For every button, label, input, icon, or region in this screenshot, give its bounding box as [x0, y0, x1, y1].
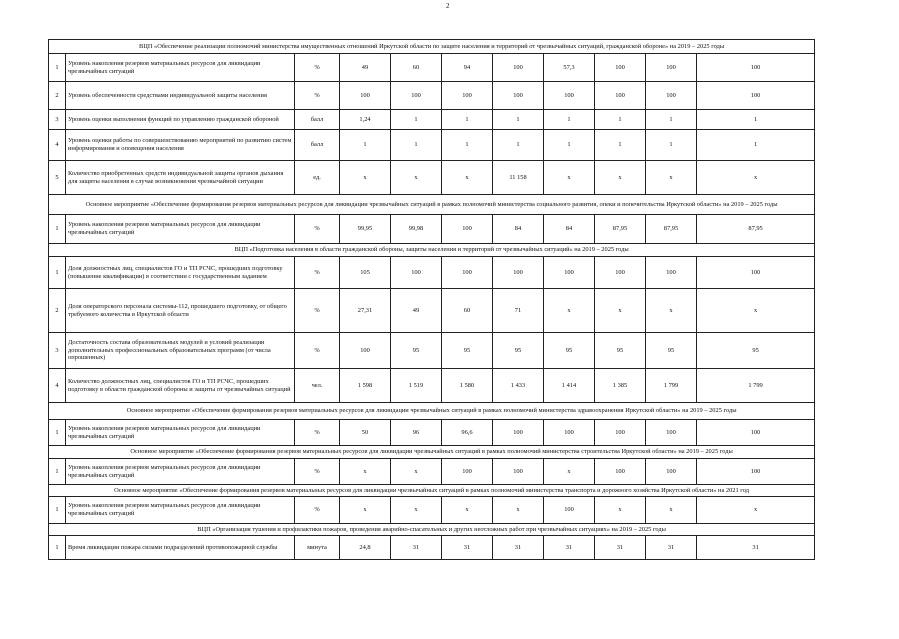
section-heading-row	[49, 195, 815, 215]
value-cell: 100	[646, 82, 697, 110]
value-cell: 1 799	[646, 369, 697, 403]
value-cell: х	[340, 497, 391, 524]
value-cell: 99,95	[340, 215, 391, 244]
row-number: 5	[49, 161, 66, 195]
value-cell: 1	[391, 130, 442, 161]
value-cell: 100	[493, 82, 544, 110]
unit-cell: %	[295, 82, 340, 110]
value-cell: 31	[595, 536, 646, 560]
row-number: 1	[49, 257, 66, 289]
value-cell: 96	[391, 420, 442, 446]
value-cell: 95	[544, 333, 595, 369]
indicator-name: Доля операторского персонала системы-112, прошедшего подготовку, от общего требуемого количества в Иркутской области	[66, 289, 295, 333]
table-row	[49, 130, 815, 161]
value-cell: 1 385	[595, 369, 646, 403]
value-cell: 31	[391, 536, 442, 560]
value-cell: 31	[646, 536, 697, 560]
indicator-name: Уровень накопления резервов материальных ресурсов для ликвидации чрезвычайных ситуаций	[66, 215, 295, 244]
value-cell: 100	[697, 54, 815, 82]
indicator-name: Количество приобретенных средств индивидуальной защиты органов дыхания для защиты населения в случае возникновения чрезвычайной ситуации	[66, 161, 295, 195]
section-heading: ВЦП «Обеспечение реализации полномочий министерства имущественных отношений Иркутской области по защите населения и территорий от чрезвычайных ситуаций, гражданской обороне» на 2019 – 2025 годы	[49, 40, 815, 54]
value-cell: х	[340, 161, 391, 195]
value-cell: 100	[595, 420, 646, 446]
unit-cell: чел.	[295, 369, 340, 403]
indicator-name: Уровень накопления резервов материальных ресурсов для ликвидации чрезвычайных ситуаций	[66, 497, 295, 524]
row-number: 1	[49, 215, 66, 244]
value-cell: 1 519	[391, 369, 442, 403]
value-cell: 95	[493, 333, 544, 369]
value-cell: 49	[340, 54, 391, 82]
value-cell: х	[646, 161, 697, 195]
value-cell: х	[544, 161, 595, 195]
value-cell: х	[697, 161, 815, 195]
value-cell: 100	[697, 257, 815, 289]
value-cell: 31	[493, 536, 544, 560]
unit-cell: %	[295, 420, 340, 446]
row-number: 1	[49, 54, 66, 82]
value-cell: 105	[340, 257, 391, 289]
value-cell: 57,3	[544, 54, 595, 82]
unit-cell: %	[295, 459, 340, 485]
value-cell: 31	[442, 536, 493, 560]
value-cell: 100	[595, 459, 646, 485]
value-cell: 100	[697, 459, 815, 485]
value-cell: 84	[544, 215, 595, 244]
value-cell: х	[697, 497, 815, 524]
value-cell: 100	[391, 82, 442, 110]
value-cell: 100	[646, 54, 697, 82]
table-row	[49, 420, 815, 446]
value-cell: 1,24	[340, 110, 391, 130]
value-cell: х	[595, 497, 646, 524]
row-number: 3	[49, 333, 66, 369]
value-cell: 100	[544, 82, 595, 110]
indicator-name: Доля должностных лиц, специалистов ГО и ТП РСЧС, прошедших подготовку (повышение квалификации) в соответствии с государственным заданием	[66, 257, 295, 289]
value-cell: 24,8	[340, 536, 391, 560]
value-cell: 31	[544, 536, 595, 560]
value-cell: 1 433	[493, 369, 544, 403]
value-cell: х	[442, 161, 493, 195]
value-cell: 100	[493, 257, 544, 289]
value-cell: 100	[646, 420, 697, 446]
section-heading: Основное мероприятие «Обеспечение формирования резервов материальных ресурсов для ликвидации чрезвычайных ситуаций в рамках полномочий министерства транспорта и дорожного хозяйства Иркутской области» на 2021 год	[49, 485, 815, 497]
section-heading: Основное мероприятие «Обеспечение формирования резервов материальных ресурсов для ликвидации чрезвычайных ситуаций в рамках полномочий министерства социального развития, опеки и попечительства Иркутской области» на 2019 – 2025 годы	[49, 195, 815, 215]
page-number: 2	[446, 2, 450, 10]
value-cell: 1	[544, 130, 595, 161]
value-cell: х	[595, 289, 646, 333]
value-cell: 1 799	[697, 369, 815, 403]
row-number: 1	[49, 497, 66, 524]
value-cell: 1 414	[544, 369, 595, 403]
value-cell: 94	[442, 54, 493, 82]
value-cell: 100	[493, 54, 544, 82]
value-cell: 60	[442, 289, 493, 333]
value-cell: 84	[493, 215, 544, 244]
section-heading: ВЦП «Организация тушения и профилактики пожаров, проведения аварийно-спасательных и других неотложных работ при чрезвычайных ситуациях» на 2019 – 2025 годы	[49, 524, 815, 536]
value-cell: 95	[697, 333, 815, 369]
row-number: 4	[49, 130, 66, 161]
value-cell: 100	[340, 333, 391, 369]
unit-cell: %	[295, 333, 340, 369]
section-heading-row	[49, 446, 815, 459]
value-cell: 1	[697, 130, 815, 161]
value-cell: 1 580	[442, 369, 493, 403]
table-row	[49, 257, 815, 289]
table-row	[49, 54, 815, 82]
unit-cell: минута	[295, 536, 340, 560]
value-cell: 1	[442, 110, 493, 130]
value-cell: х	[493, 497, 544, 524]
value-cell: 49	[391, 289, 442, 333]
value-cell: 100	[697, 82, 815, 110]
value-cell: 1	[544, 110, 595, 130]
unit-cell: %	[295, 289, 340, 333]
indicator-name: Количество должностных лиц, специалистов ГО и ТП РСЧС, прошедших подготовку в области гражданской обороны и защиты от чрезвычайных ситуаций	[66, 369, 295, 403]
value-cell: 1	[697, 110, 815, 130]
value-cell: 100	[697, 420, 815, 446]
value-cell: 99,98	[391, 215, 442, 244]
value-cell: 1	[493, 110, 544, 130]
row-number: 2	[49, 289, 66, 333]
row-number: 1	[49, 536, 66, 560]
value-cell: 100	[340, 82, 391, 110]
value-cell: 1	[442, 130, 493, 161]
value-cell: 100	[442, 459, 493, 485]
section-heading: ВЦП «Подготовка населения в области гражданской обороны, защиты населения и территорий от чрезвычайных ситуаций» на 2019 – 2025 годы	[49, 244, 815, 257]
row-number: 4	[49, 369, 66, 403]
value-cell: х	[595, 161, 646, 195]
value-cell: 50	[340, 420, 391, 446]
indicator-name: Уровень накопления резервов материальных ресурсов для ликвидации чрезвычайных ситуаций	[66, 420, 295, 446]
table-row	[49, 333, 815, 369]
value-cell: 100	[595, 54, 646, 82]
value-cell: 1	[646, 110, 697, 130]
indicator-name: Уровень накопления резервов материальных ресурсов для ликвидации чрезвычайных ситуаций	[66, 54, 295, 82]
value-cell: 96,6	[442, 420, 493, 446]
value-cell: 95	[442, 333, 493, 369]
section-heading: Основное мероприятие «Обеспечение формирования резервов материальных ресурсов для ликвидации чрезвычайных ситуаций в рамках полномочий министерства здравоохранения Иркутской области» на 2019 – 2025 годы	[49, 403, 815, 420]
value-cell: 71	[493, 289, 544, 333]
value-cell: 95	[391, 333, 442, 369]
value-cell: х	[442, 497, 493, 524]
value-cell: 100	[544, 420, 595, 446]
value-cell: 1	[493, 130, 544, 161]
indicator-name: Уровень обеспеченности средствами индивидуальной защиты населения	[66, 82, 295, 110]
value-cell: 95	[595, 333, 646, 369]
value-cell: 95	[646, 333, 697, 369]
table-row	[49, 459, 815, 485]
row-number: 1	[49, 459, 66, 485]
unit-cell: %	[295, 54, 340, 82]
table-row	[49, 369, 815, 403]
table-row	[49, 215, 815, 244]
value-cell: 1	[340, 130, 391, 161]
value-cell: 100	[391, 257, 442, 289]
value-cell: 1	[595, 130, 646, 161]
table-row	[49, 497, 815, 524]
value-cell: х	[646, 497, 697, 524]
value-cell: 27,31	[340, 289, 391, 333]
unit-cell: балл	[295, 110, 340, 130]
section-heading: Основное мероприятие «Обеспечение формирования резервов материальных ресурсов для ликвидации чрезвычайных ситуаций в рамках полномочий министерства строительства Иркутской области» на 2019 – 2025 годы	[49, 446, 815, 459]
indicator-name: Уровень оценки выполнения функций по управлению гражданской обороной	[66, 110, 295, 130]
value-cell: 1 598	[340, 369, 391, 403]
table-row	[49, 536, 815, 560]
section-heading-row	[49, 485, 815, 497]
value-cell: 100	[493, 420, 544, 446]
indicator-name: Уровень накопления резервов материальных ресурсов для ликвидации чрезвычайных ситуаций	[66, 459, 295, 485]
unit-cell: %	[295, 497, 340, 524]
value-cell: 87,95	[595, 215, 646, 244]
unit-cell: %	[295, 215, 340, 244]
value-cell: х	[544, 289, 595, 333]
table-row	[49, 82, 815, 110]
section-heading-row	[49, 40, 815, 54]
value-cell: 31	[697, 536, 815, 560]
value-cell: 100	[442, 82, 493, 110]
value-cell: х	[391, 161, 442, 195]
value-cell: 87,95	[697, 215, 815, 244]
indicator-name: Время ликвидации пожара силами подразделений противопожарной службы	[66, 536, 295, 560]
value-cell: 1	[595, 110, 646, 130]
section-heading-row	[49, 244, 815, 257]
section-heading-row	[49, 403, 815, 420]
value-cell: х	[391, 459, 442, 485]
indicator-name: Уровень оценки работы по совершенствованию мероприятий по развитию систем информирования и оповещения населения	[66, 130, 295, 161]
value-cell: 60	[391, 54, 442, 82]
value-cell: 100	[646, 459, 697, 485]
value-cell: 100	[442, 215, 493, 244]
table-row	[49, 110, 815, 130]
value-cell: 100	[595, 82, 646, 110]
value-cell: х	[340, 459, 391, 485]
value-cell: 100	[493, 459, 544, 485]
value-cell: 100	[442, 257, 493, 289]
value-cell: х	[646, 289, 697, 333]
table-row	[49, 161, 815, 195]
table-row	[49, 289, 815, 333]
indicator-name: Достаточность состава образовательных модулей и условий реализации дополнительных профессиональных образовательных программ (от числа опрошенных)	[66, 333, 295, 369]
value-cell: 100	[595, 257, 646, 289]
value-cell: 100	[544, 497, 595, 524]
value-cell: х	[697, 289, 815, 333]
row-number: 3	[49, 110, 66, 130]
value-cell: 1	[391, 110, 442, 130]
indicators-table	[48, 39, 815, 560]
value-cell: 87,95	[646, 215, 697, 244]
value-cell: 1	[646, 130, 697, 161]
unit-cell: балл	[295, 130, 340, 161]
value-cell: 11 158	[493, 161, 544, 195]
unit-cell: %	[295, 257, 340, 289]
value-cell: х	[391, 497, 442, 524]
value-cell: х	[544, 459, 595, 485]
section-heading-row	[49, 524, 815, 536]
row-number: 1	[49, 420, 66, 446]
unit-cell: ед.	[295, 161, 340, 195]
value-cell: 100	[544, 257, 595, 289]
value-cell: 100	[646, 257, 697, 289]
row-number: 2	[49, 82, 66, 110]
